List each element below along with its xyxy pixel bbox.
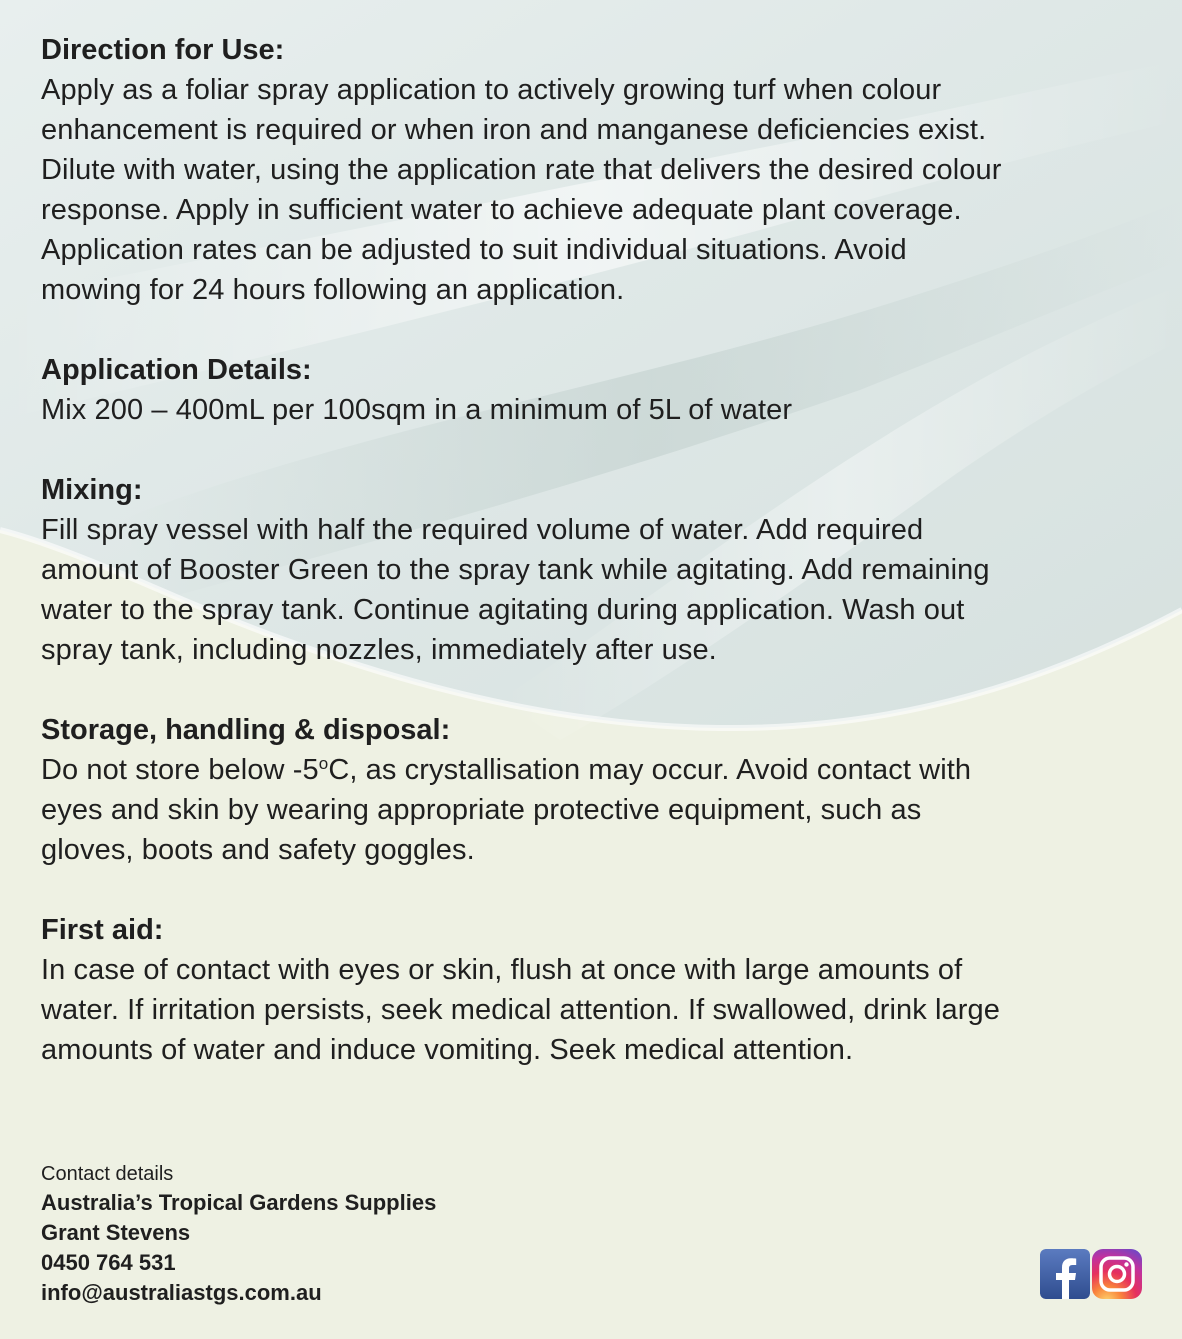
body-line: Fill spray vessel with half the required volume of water. Add required	[41, 514, 924, 546]
instagram-icon[interactable]	[1092, 1249, 1142, 1299]
contact-details	[41, 1160, 436, 1308]
degree-superscript: o	[318, 754, 329, 773]
body-line: Application rates can be adjusted to suit individual situations. Avoid	[41, 234, 907, 266]
body-line	[41, 750, 1151, 790]
contact-label: Contact details	[41, 1163, 174, 1185]
section-heading: Application Details:	[41, 354, 312, 386]
body-line: Dilute with water, using the application rate that delivers the desired colour	[41, 154, 1002, 186]
company-name: Australia’s Tropical Gardens Supplies	[41, 1190, 437, 1215]
instructions-content	[41, 30, 1151, 1110]
body-text: C, as crystallisation may occur. Avoid contact with	[328, 754, 972, 786]
body-line: In case of contact with eyes or skin, flush at once with large amounts of	[41, 954, 963, 986]
body-line: mowing for 24 hours following an application.	[41, 274, 625, 306]
section-heading: Direction for Use:	[41, 34, 285, 66]
section-heading: Mixing:	[41, 474, 143, 506]
contact-name: Grant Stevens	[41, 1220, 191, 1245]
body-line: gloves, boots and safety goggles.	[41, 834, 475, 866]
section-heading: First aid:	[41, 914, 164, 946]
section-heading: Storage, handling & disposal:	[41, 714, 451, 746]
section-application-details	[41, 350, 1151, 430]
body-line: amount of Booster Green to the spray tank while agitating. Add remaining	[41, 554, 990, 586]
body-line: Mix 200 – 400mL per 100sqm in a minimum of 5L of water	[41, 394, 793, 426]
section-direction-for-use	[41, 30, 1151, 310]
body-line: water. If irritation persists, seek medical attention. If swallowed, drink large	[41, 994, 1000, 1026]
body-line: enhancement is required or when iron and manganese deficiencies exist.	[41, 114, 987, 146]
body-line: Apply as a foliar spray application to actively growing turf when colour	[41, 74, 942, 106]
phone-number[interactable]: 0450 764 531	[41, 1250, 176, 1275]
social-links	[1040, 1249, 1142, 1299]
body-line: spray tank, including nozzles, immediately after use.	[41, 634, 717, 666]
section-storage-handling-disposal	[41, 710, 1151, 870]
section-mixing	[41, 470, 1151, 670]
email-address[interactable]: info@australiastgs.com.au	[41, 1280, 322, 1305]
body-line: response. Apply in sufficient water to achieve adequate plant coverage.	[41, 194, 962, 226]
facebook-icon[interactable]	[1040, 1249, 1090, 1299]
body-line: eyes and skin by wearing appropriate protective equipment, such as	[41, 794, 922, 826]
section-first-aid	[41, 910, 1151, 1070]
body-line: amounts of water and induce vomiting. Seek medical attention.	[41, 1034, 854, 1066]
body-line: water to the spray tank. Continue agitating during application. Wash out	[41, 594, 965, 626]
body-text: Do not store below -5	[41, 754, 319, 786]
